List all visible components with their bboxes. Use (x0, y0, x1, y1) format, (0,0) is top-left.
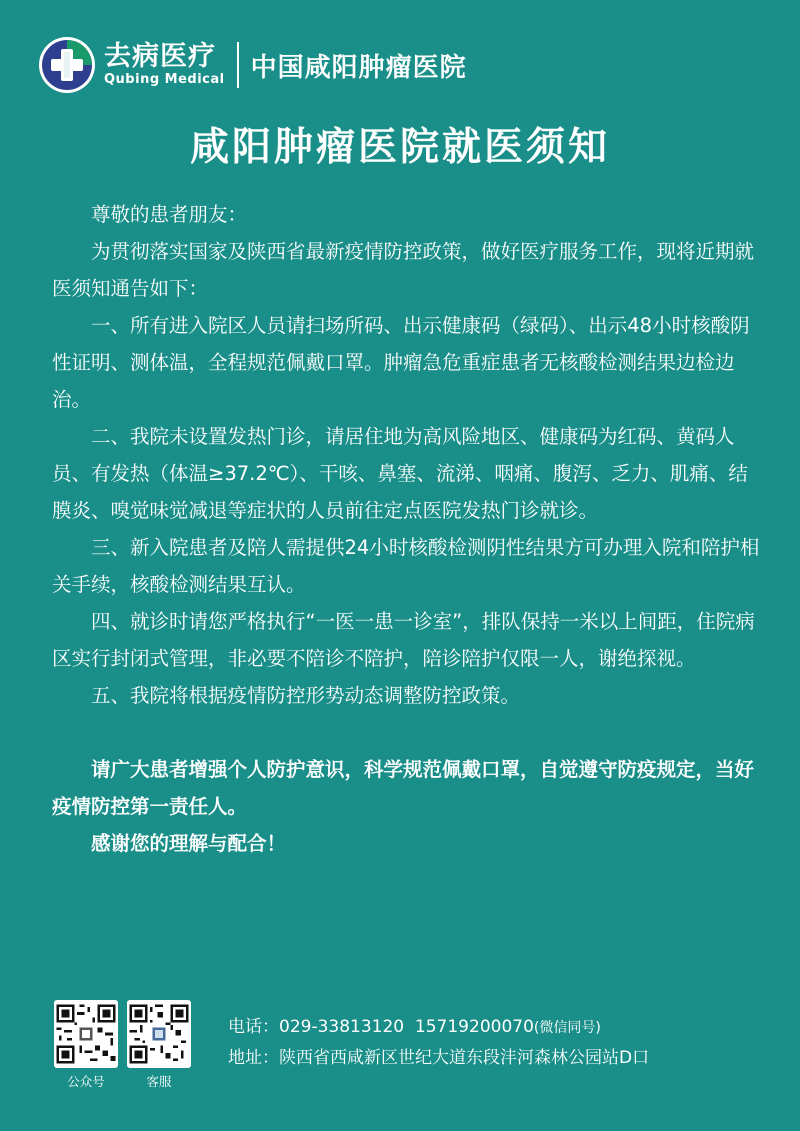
address-line (228, 1043, 649, 1073)
brand (104, 42, 225, 88)
notice-body (52, 196, 762, 862)
qr-code-icon (127, 1002, 191, 1066)
qr-label-customer-service: 客服 (146, 1074, 172, 1089)
address-text: 陕西省西咸新区世纪大道东段沣河森林公园站D口 (279, 1048, 650, 1068)
qr-code-customer-service (127, 1000, 191, 1068)
page-title: 咸阳肿瘤医院就医须知 (189, 125, 610, 170)
notice-item-4: 四、就诊时请您严格执行“一医一患一诊室”，排队保持一米以上间距，住院病区实行封闭式管理，非必要不陪诊不陪护，陪诊陪护仅限一人，谢绝探视。 (52, 610, 755, 670)
notice-item-3: 三、新入院患者及陪人需提供24小时核酸检测阴性结果方可办理入院和陪护相关手续，核酸检测结果互认。 (52, 536, 760, 596)
phone-numbers: 029-33813120 15719200070 (279, 1017, 534, 1037)
header-divider (237, 42, 239, 88)
notice-item-2: 二、我院未设置发热门诊，请居住地为高风险地区、健康码为红码、黄码人员、有发热（体温≥37.2℃）、干咳、鼻塞、流涕、咽痛、腹泻、乏力、肌痛、结膜炎、嗅觉味觉减退等症状的人员前往定点医院发热门诊就诊。 (52, 425, 748, 522)
contact-info (228, 1012, 649, 1073)
address-label: 地址： (228, 1048, 279, 1068)
qr-label-official-account: 公众号 (67, 1074, 105, 1089)
thanks-line: 感谢您的理解与配合！ (91, 832, 287, 855)
phone-note: (微信同号) (533, 1020, 601, 1036)
phone-label: 电话： (228, 1017, 279, 1037)
qr-code-official-account (54, 1000, 118, 1068)
greeting: 尊敬的患者朋友： (91, 203, 248, 226)
brand-en: Qubing Medical (104, 72, 225, 87)
notice-item-5: 五、我院将根据疫情防控形势动态调整防控政策。 (91, 684, 521, 707)
qr-code-icon (54, 1002, 118, 1066)
brand-cn: 去病医疗 (104, 41, 216, 72)
phone-line (228, 1012, 649, 1043)
medical-cross-logo-icon (38, 36, 96, 94)
notice-item-1: 一、所有进入院区人员请扫场所码、出示健康码（绿码）、出示48小时核酸阴性证明、测体温，全程规范佩戴口罩。肿瘤急危重症患者无核酸检测结果边检边治。 (52, 314, 750, 411)
intro-paragraph: 为贯彻落实国家及陕西省最新疫情防控政策，做好医疗服务工作，现将近期就医须知通告如下： (52, 240, 755, 300)
hospital-name: 中国咸阳肿瘤医院 (250, 52, 467, 83)
spacer (52, 714, 762, 751)
closing-paragraph: 请广大患者增强个人防护意识，科学规范佩戴口罩，自觉遵守防疫规定，当好疫情防控第一责任人。 (52, 758, 755, 818)
header (38, 30, 467, 100)
